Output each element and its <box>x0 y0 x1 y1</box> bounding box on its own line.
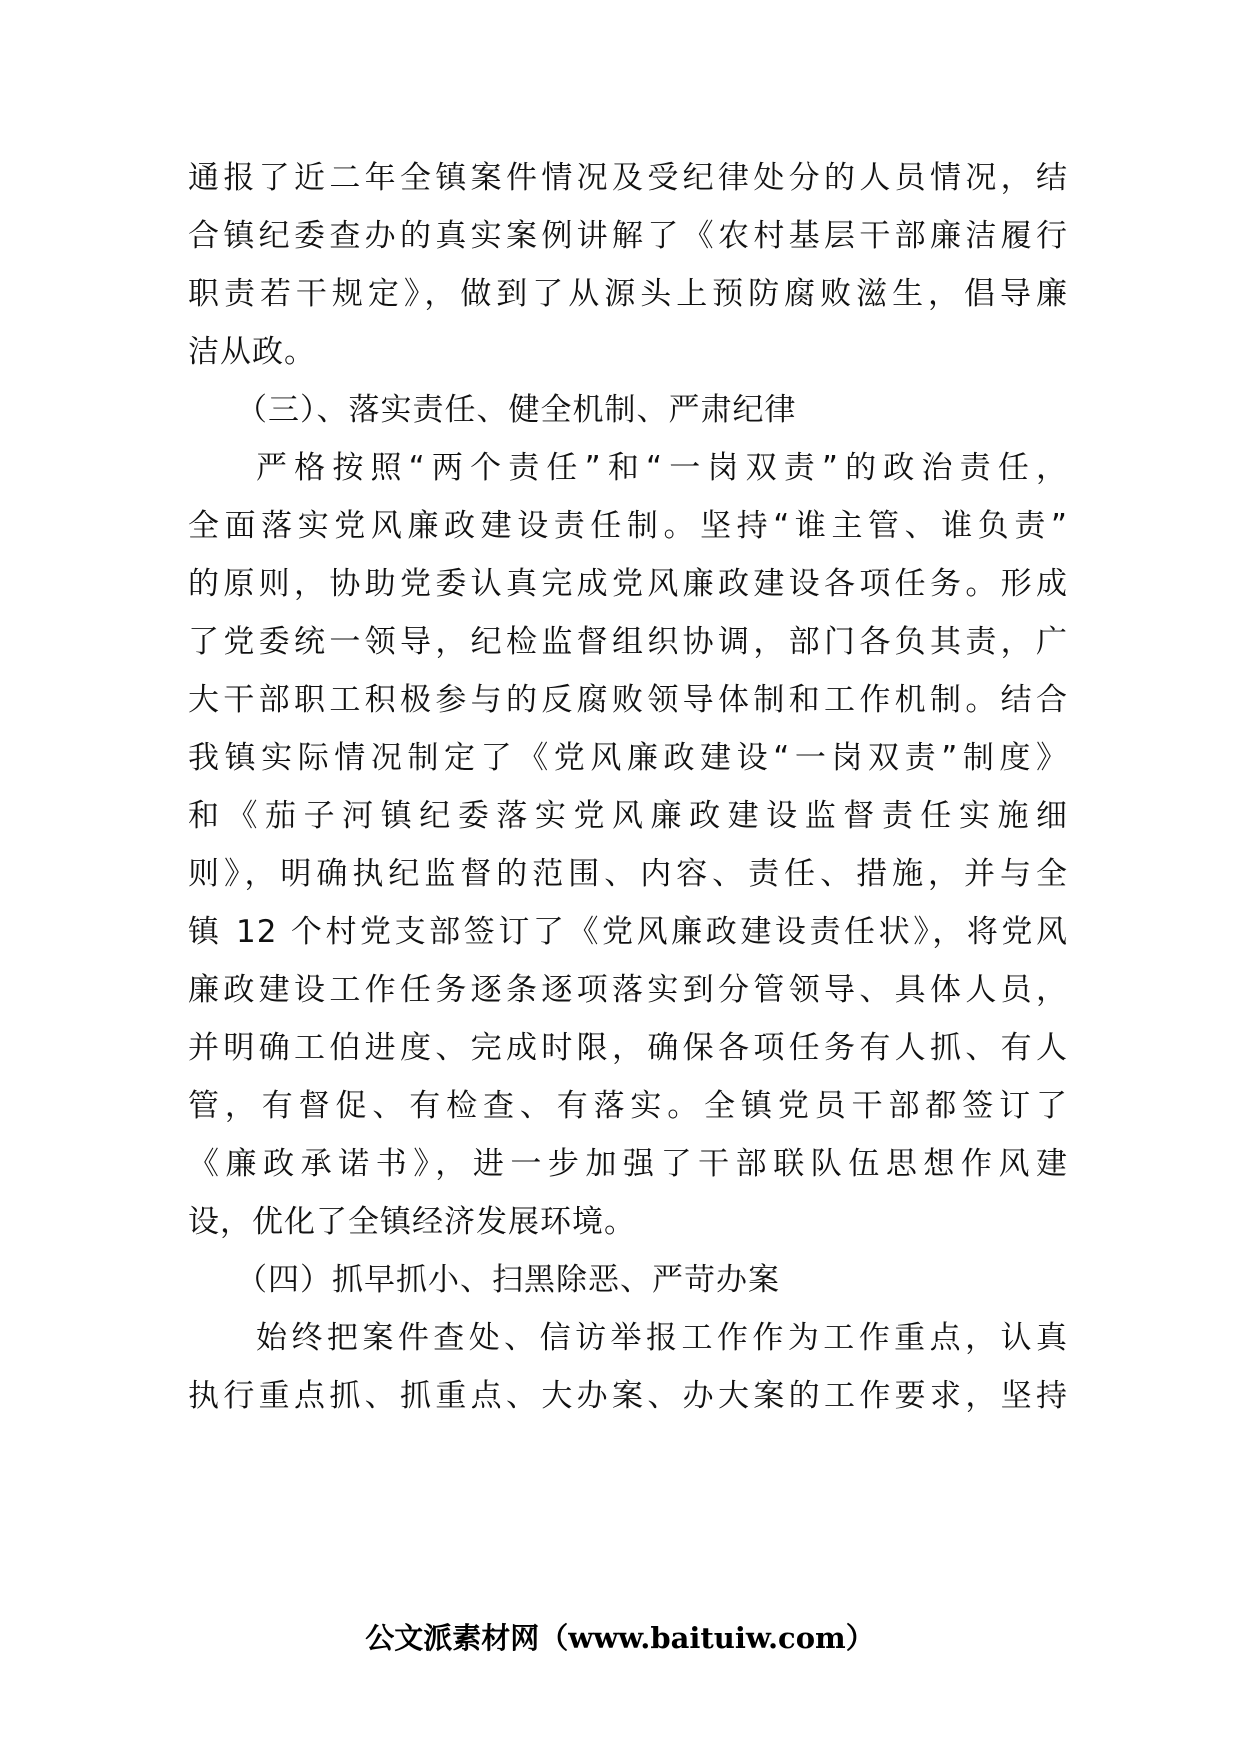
section-heading: （三）、落实责任、健全机制、严肃纪律 <box>236 392 797 428</box>
paragraph-line: 《廉政承诺书》，进一步加强了干部联队伍思想作风建 <box>188 1146 1068 1182</box>
paragraph-line: 管，有督促、有检查、有落实。全镇党员干部都签订了 <box>188 1088 1068 1124</box>
paragraph-line: 的原则，协助党委认真完成党风廉政建设各项任务。形成 <box>188 566 1068 602</box>
footer-watermark: 公文派素材网（www.baituiw.com） <box>365 1621 875 1655</box>
paragraph-line: 则》，明确执纪监督的范围、内容、责任、措施，并与全 <box>188 856 1068 892</box>
paragraph-line: 和《茄子河镇纪委落实党风廉政建设监督责任实施细 <box>188 798 1068 834</box>
paragraph-line: 镇 12 个村党支部签订了《党风廉政建设责任状》，将党风 <box>188 914 1068 950</box>
paragraph-line: 全面落实党风廉政建设责任制。坚持“谁主管、谁负责” <box>188 508 1068 544</box>
paragraph-line: 廉政建设工作任务逐条逐项落实到分管领导、具体人员， <box>188 972 1068 1008</box>
paragraph-line: 始终把案件查处、信访举报工作作为工作重点，认真 <box>256 1320 1068 1356</box>
paragraph-line: 了党委统一领导，纪检监督组织协调，部门各负其责，广 <box>188 624 1068 660</box>
paragraph-line: 洁从政。 <box>188 334 316 370</box>
paragraph-line: 职责若干规定》，做到了从源头上预防腐败滋生，倡导廉 <box>188 276 1068 312</box>
paragraph-line: 大干部职工积极参与的反腐败领导体制和工作机制。结合 <box>188 682 1068 718</box>
paragraph-line: 执行重点抓、抓重点、大办案、办大案的工作要求，坚持 <box>188 1378 1068 1414</box>
paragraph-line: 并明确工伯进度、完成时限，确保各项任务有人抓、有人 <box>188 1030 1068 1066</box>
paragraph-line: 合镇纪委查办的真实案例讲解了《农村基层干部廉洁履行 <box>188 218 1068 254</box>
paragraph-line: 我镇实际情况制定了《党风廉政建设“一岗双责”制度》 <box>188 740 1068 776</box>
paragraph-line: 严格按照“两个责任”和“一岗双责”的政治责任， <box>256 450 1068 486</box>
paragraph-line: 通报了近二年全镇案件情况及受纪律处分的人员情况，结 <box>188 160 1068 196</box>
paragraph-line: 设，优化了全镇经济发展环境。 <box>188 1204 636 1240</box>
section-heading: （四）抓早抓小、扫黑除恶、严苛办案 <box>236 1262 780 1298</box>
